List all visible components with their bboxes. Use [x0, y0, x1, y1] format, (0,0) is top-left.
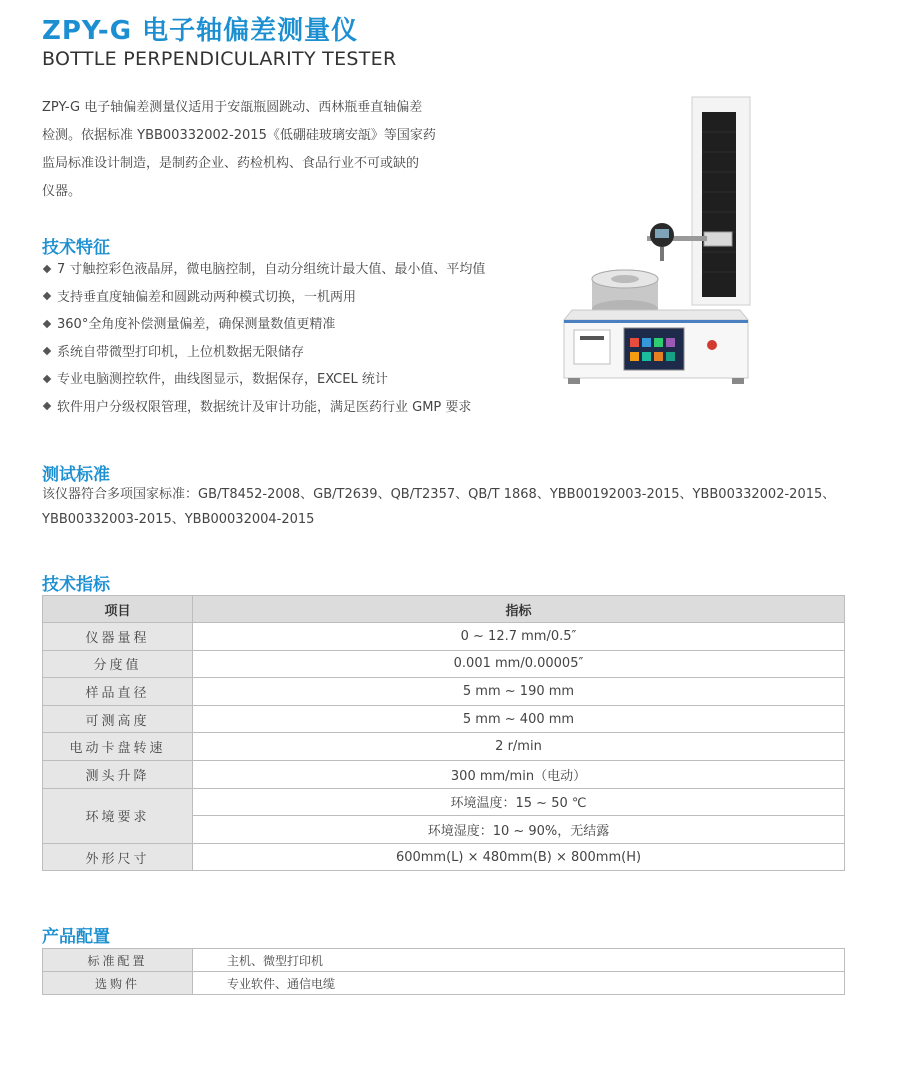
- config-table: [42, 948, 845, 995]
- intro-line: 监局标准设计制造，是制药企业、药检机构、食品行业不可或缺的: [42, 156, 420, 171]
- table-row: [43, 843, 845, 871]
- page-subtitle: BOTTLE PERPENDICULARITY TESTER: [42, 48, 397, 70]
- spec-value: 2 r/min: [193, 733, 845, 761]
- config-name: 选购件: [43, 972, 193, 995]
- features-title: 技术特征: [42, 238, 110, 258]
- table-row: [43, 972, 845, 995]
- config-title: 产品配置: [42, 927, 110, 947]
- config-name: 标准配置: [43, 949, 193, 972]
- spec-name: 可测高度: [43, 705, 193, 733]
- feature-item: 7 寸触控彩色液晶屏，微电脑控制，自动分组统计最大值、最小值、平均值: [42, 256, 485, 284]
- diamond-bullet-icon: [43, 375, 51, 383]
- table-row: [43, 949, 845, 972]
- diamond-bullet-icon: [43, 319, 51, 327]
- intro-line: ZPY-G 电子轴偏差测量仪适用于安瓿瓶圆跳动、西林瓶垂直轴偏差: [42, 100, 423, 115]
- intro-line: 检测。依据标准 YBB00332002-2015《低硼硅玻璃安瓿》等国家药: [42, 128, 436, 143]
- spec-name: 外形尺寸: [43, 843, 193, 871]
- header-value: 指标: [193, 596, 845, 623]
- diamond-bullet-icon: [43, 347, 51, 355]
- table-row: [43, 733, 845, 761]
- table-row: [43, 760, 845, 788]
- feature-item: 支持垂直度轴偏差和圆跳动两种模式切换，一机两用: [42, 284, 485, 312]
- spec-value: 0.001 mm/0.00005″: [193, 650, 845, 678]
- spec-name: 样品直径: [43, 678, 193, 706]
- diamond-bullet-icon: [43, 402, 51, 410]
- table-row: [43, 678, 845, 706]
- header-item: 项目: [43, 596, 193, 623]
- table-row: [43, 788, 845, 816]
- config-value: 主机、微型打印机: [193, 949, 845, 972]
- spec-value: 600mm(L) × 480mm(B) × 800mm(H): [193, 843, 845, 871]
- feature-item: 系统自带微型打印机，上位机数据无限储存: [42, 339, 485, 367]
- diamond-bullet-icon: [43, 292, 51, 300]
- spec-name: 电动卡盘转速: [43, 733, 193, 761]
- table-row: [43, 705, 845, 733]
- diamond-bullet-icon: [43, 264, 51, 272]
- table-row: [43, 650, 845, 678]
- table-row: [43, 623, 845, 651]
- spec-value: 环境湿度：10 ~ 90%，无结露: [193, 816, 845, 844]
- config-value: 专业软件、通信电缆: [193, 972, 845, 995]
- spec-name: 分度值: [43, 650, 193, 678]
- specs-table: [42, 595, 845, 871]
- spec-name: 测头升降: [43, 760, 193, 788]
- feature-item: 专业电脑测控软件，曲线图显示，数据保存，EXCEL 统计: [42, 366, 485, 394]
- spec-value: 环境温度：15 ~ 50 ℃: [193, 788, 845, 816]
- spec-name: 环境要求: [43, 788, 193, 843]
- table-header-row: [43, 596, 845, 623]
- spec-name: 仪器量程: [43, 623, 193, 651]
- features-list: [42, 256, 485, 422]
- page-title: ZPY-G 电子轴偏差测量仪: [42, 16, 359, 46]
- feature-item: 软件用户分级权限管理，数据统计及审计功能，满足医药行业 GMP 要求: [42, 394, 485, 422]
- spec-value: 300 mm/min（电动）: [193, 760, 845, 788]
- feature-item: 360°全角度补偿测量偏差，确保测量数值更精准: [42, 311, 485, 339]
- standards-line: 该仪器符合多项国家标准：GB/T8452-2008、GB/T2639、QB/T2357、QB/T 1868、YBB00192003-2015、YBB00332002-2015、: [42, 487, 836, 502]
- specs-title: 技术指标: [42, 575, 110, 595]
- spec-value: 5 mm ~ 190 mm: [193, 678, 845, 706]
- intro-paragraph: [42, 94, 460, 206]
- spec-value: 5 mm ~ 400 mm: [193, 705, 845, 733]
- product-image: [552, 92, 757, 390]
- intro-line: 仪器。: [42, 184, 82, 199]
- spec-value: 0 ~ 12.7 mm/0.5″: [193, 623, 845, 651]
- standards-text: [42, 482, 862, 532]
- standards-title: 测试标准: [42, 465, 110, 485]
- standards-line: YBB00332003-2015、YBB00032004-2015: [42, 512, 315, 527]
